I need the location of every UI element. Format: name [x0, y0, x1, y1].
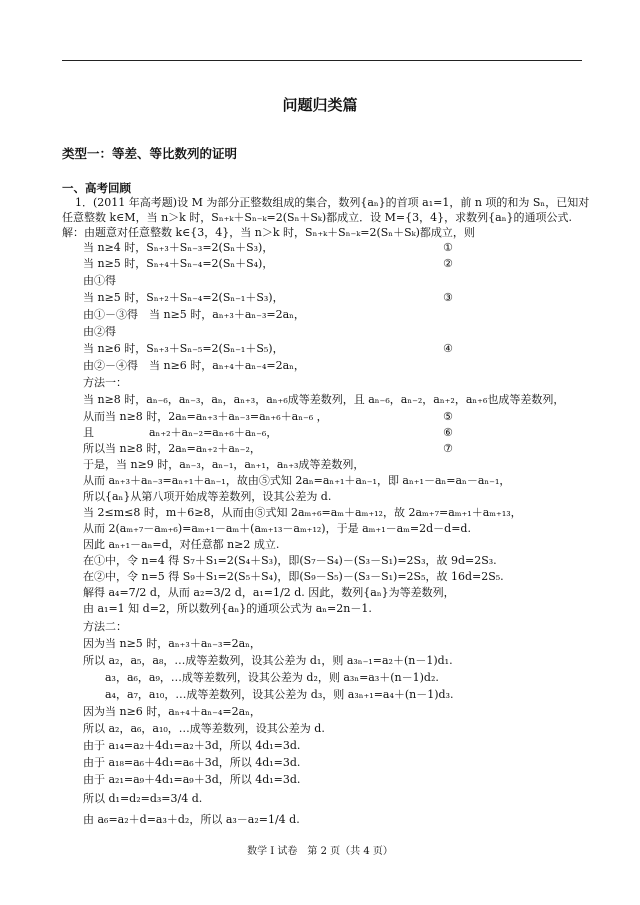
equation-marker: ④: [443, 342, 453, 355]
header-rule: [62, 60, 582, 61]
text-line: a₃，a₆，a₉，…成等差数列，设其公差为 d₂，则 a₃ₙ=a₃＋(n－1)d₂.: [105, 671, 439, 684]
text-line: 方法二：: [83, 620, 127, 633]
text-line: 任意整数 k∈M，当 n＞k 时，Sₙ₊ₖ＋Sₙ₋ₖ=2(Sₙ＋Sₖ)都成立．设 M={3，4}，求数列{aₙ}的通项公式.: [62, 211, 572, 224]
text-line: 方法一：: [83, 376, 127, 389]
text-line: 所以当 n≥8 时，2aₙ=aₙ₊₂＋aₙ₋₂，: [83, 442, 261, 455]
equation-marker: ③: [443, 291, 453, 304]
section-heading: 一、高考回顾: [62, 181, 131, 195]
text-line: 当 n≥6 时，Sₙ₊₃＋Sₙ₋₅=2(Sₙ₋₁＋S₅)，: [83, 342, 284, 355]
text-line: 因此 aₙ₊₁－aₙ=d，对任意都 n≥2 成立.: [83, 538, 280, 551]
text-line: 由于 a₁₄=a₂＋4d₁=a₂＋3d，所以 4d₁=3d.: [83, 739, 301, 752]
equation-marker: ②: [443, 257, 453, 270]
text-line: 由②得: [83, 325, 116, 338]
text-line: 由②－④得 当 n≥6 时，aₙ₊₄＋aₙ₋₄=2aₙ，: [83, 359, 305, 372]
text-line: 当 2≤m≤8 时，m＋6≥8，从而由⑤式知 2aₘ₊₆=aₘ＋aₘ₊₁₂，故 2aₘ₊₇=aₘ₊₁＋aₘ₊₁₃，: [83, 506, 522, 519]
text-line: 于是，当 n≥9 时，aₙ₋₃，aₙ₋₁，aₙ₊₁，aₙ₊₃成等差数列，: [83, 458, 365, 471]
equation-marker: ⑦: [443, 442, 453, 455]
text-line: 因为当 n≥5 时，aₙ₊₃＋aₙ₋₃=2aₙ，: [83, 637, 261, 650]
text-line: a₄，a₇，a₁₀，…成等差数列，设其公差为 d₃，则 a₃ₙ₊₁=a₄＋(n－1)d₃.: [105, 688, 454, 701]
text-line: 从而 aₙ₊₃＋aₙ₋₃=aₙ₊₁＋aₙ₋₁，故由⑤式知 2aₙ=aₙ₊₁＋aₙ₋₁，即 aₙ₊₁－aₙ=aₙ－aₙ₋₁，: [83, 474, 511, 487]
text-line: 由于 a₁₈=a₆＋4d₁=a₆＋3d，所以 4d₁=3d.: [83, 756, 301, 769]
equation-marker: ①: [443, 241, 453, 254]
text-line: 由①－③得 当 n≥5 时，aₙ₊₃＋aₙ₋₃=2aₙ，: [83, 308, 305, 321]
page-footer: 数学 I 试卷 第 2 页（共 4 页）: [247, 846, 393, 857]
text-line: 由 a₆=a₂＋d=a₃＋d₂，所以 a₃－a₂=1/4 d.: [83, 813, 300, 826]
equation-marker: ⑥: [443, 426, 453, 439]
text-line: 由于 a₂₁=a₉＋4d₁=a₉＋3d，所以 4d₁=3d.: [83, 773, 301, 786]
text-line: 当 n≥5 时，Sₙ₊₂＋Sₙ₋₄=2(Sₙ₋₁＋S₃)，: [83, 291, 284, 304]
text-line: 1．(2011 年高考题)设 M 为部分正整数组成的集合，数列{aₙ}的首项 a₁=1，前 n 项的和为 Sₙ，已知对: [75, 196, 590, 209]
text-line: 且 aₙ₊₂＋aₙ₋₂=aₙ₊₆＋aₙ₋₆，: [83, 426, 278, 439]
text-line: 在②中，令 n=5 得 S₉＋S₁=2(S₅＋S₄)，即(S₉－S₅)－(S₃－S₁)=2S₅，故 16d=2S₅.: [83, 570, 504, 583]
text-line: 当 n≥5 时，Sₙ₊₄＋Sₙ₋₄=2(Sₙ＋S₄)，: [83, 257, 274, 270]
page-title: 问题归类篇: [282, 96, 358, 114]
text-line: 当 n≥8 时，aₙ₋₆，aₙ₋₃，aₙ，aₙ₊₃，aₙ₊₆成等差数列，且 aₙ₋₆，aₙ₋₂，aₙ₊₂，aₙ₊₆也成等差数列，: [83, 393, 565, 406]
text-line: 从而当 n≥8 时，2aₙ=aₙ₊₃＋aₙ₋₃=aₙ₊₆＋aₙ₋₆ ，: [83, 410, 328, 423]
text-line: 所以 a₂，a₅，a₈，…成等差数列，设其公差为 d₁，则 a₃ₙ₋₁=a₂＋(n－1)d₁.: [83, 654, 453, 667]
text-line: 所以 a₂，a₆，a₁₀，…成等差数列，设其公差为 d.: [83, 722, 325, 735]
text-line: 解：由题意对任意整数 k∈{3，4}，当 n＞k 时，Sₙ₊ₖ＋Sₙ₋ₖ=2(Sₙ＋Sₖ)都成立，则: [62, 226, 475, 239]
text-line: 由 a₁=1 知 d=2，所以数列{aₙ}的通项公式为 aₙ=2n－1.: [83, 602, 372, 615]
text-line: 因为当 n≥6 时，aₙ₊₄＋aₙ₋₄=2aₙ，: [83, 705, 261, 718]
text-line: 所以 d₁=d₂=d₃=3/4 d.: [83, 792, 203, 805]
text-line: 在①中，令 n=4 得 S₇＋S₁=2(S₄＋S₃)，即(S₇－S₄)－(S₃－S₁)=2S₃，故 9d=2S₃.: [83, 554, 497, 567]
text-line: 由①得: [83, 274, 116, 287]
text-line: 当 n≥4 时，Sₙ₊₃＋Sₙ₋₃=2(Sₙ＋S₃)，: [83, 241, 274, 254]
text-line: 从而 2(aₘ₊₇－aₘ₊₆)=aₘ₊₁－aₘ＋(aₘ₊₁₃－aₘ₊₁₂)，于是 aₘ₊₁－aₘ=2d－d=d.: [83, 522, 471, 535]
text-line: 解得 a₄=7/2 d，从而 a₂=3/2 d，a₁=1/2 d. 因此，数列{aₙ}为等差数列，: [83, 586, 455, 599]
text-line: 所以{aₙ}从第八项开始成等差数列，设其公差为 d.: [83, 490, 332, 503]
equation-marker: ⑤: [443, 410, 453, 423]
type-heading: 类型一：等差、等比数列的证明: [62, 146, 238, 161]
